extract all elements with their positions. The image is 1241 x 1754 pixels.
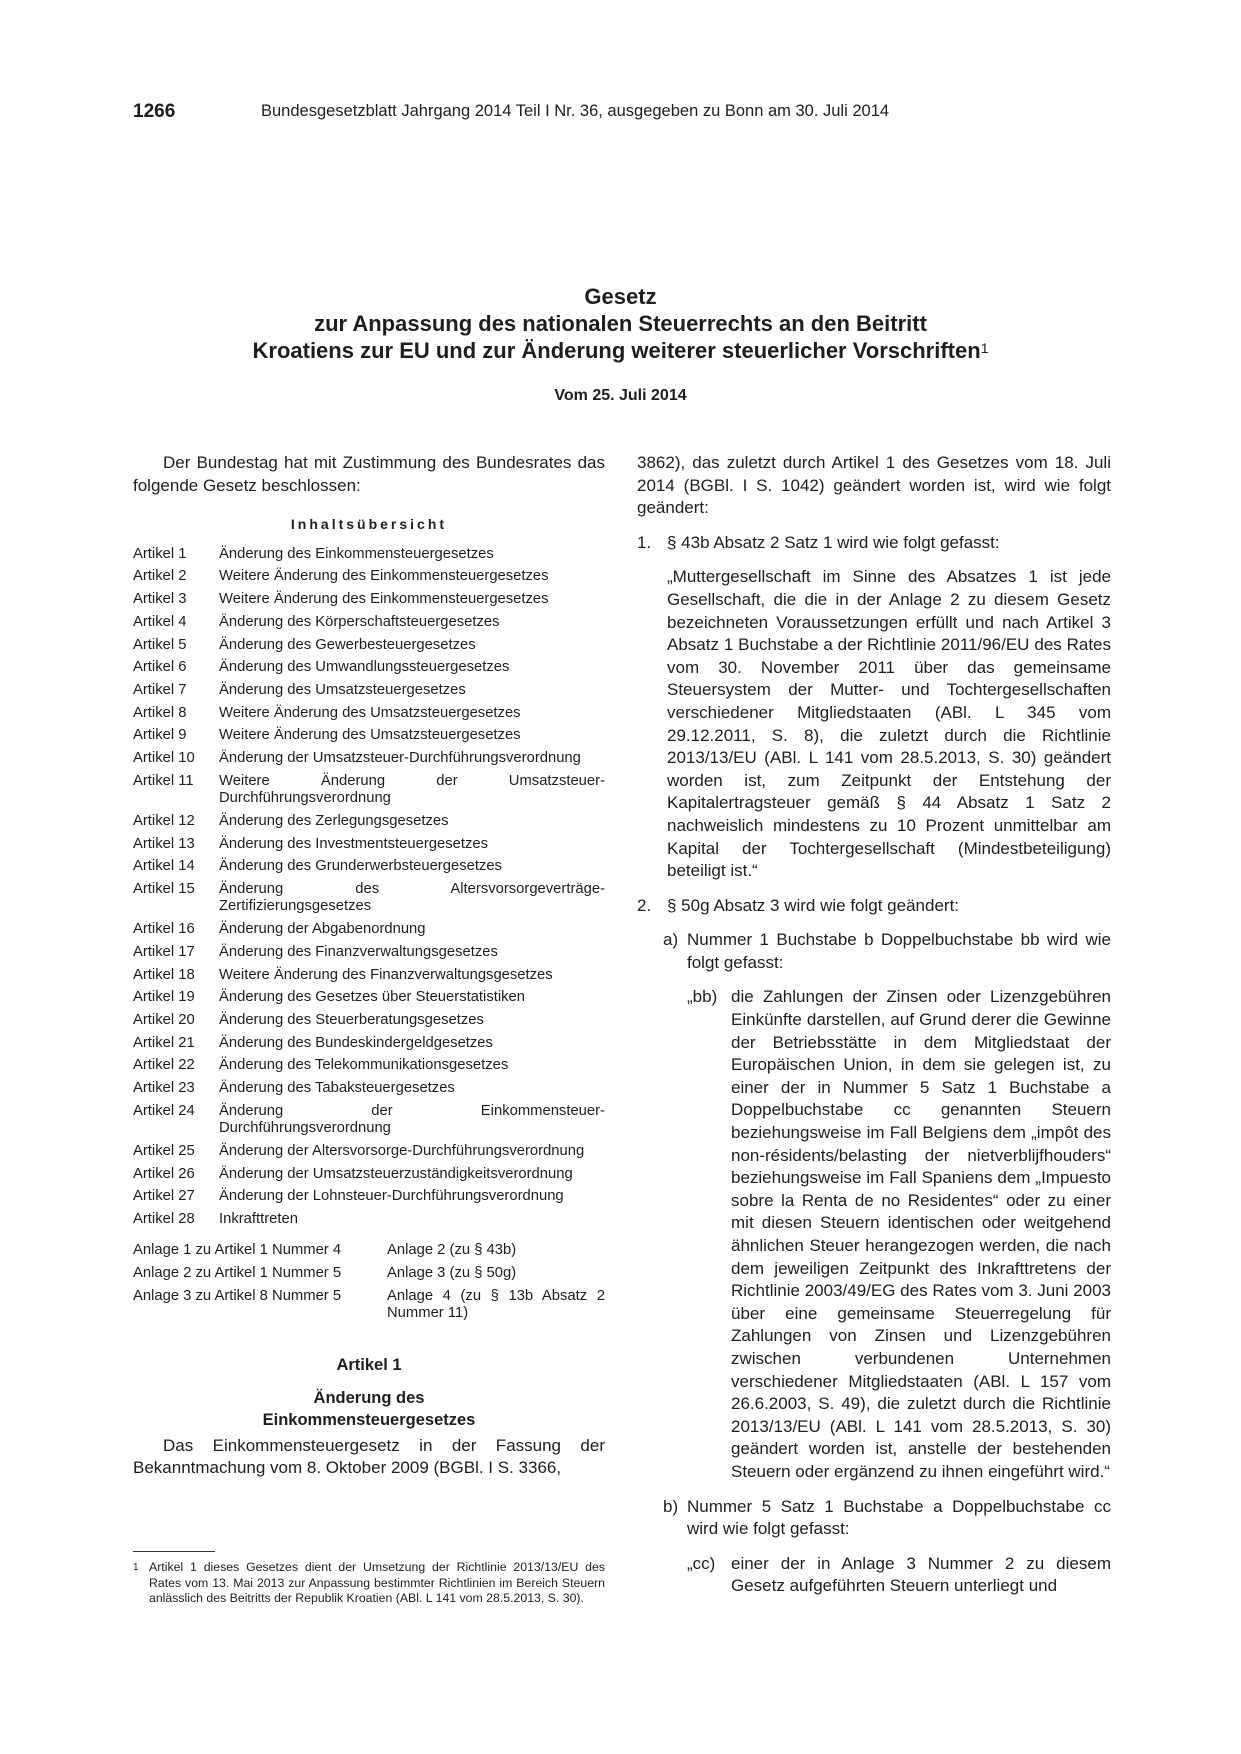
toc-item-text: Weitere Änderung des Umsatzsteuergesetzes [219,704,521,721]
toc-item [133,750,605,767]
sub-item-cc [687,1553,1111,1598]
toc-item-text: Änderung des Investmentsteuergesetzes [219,835,488,852]
law-date: Vom 25. Juli 2014 [554,387,687,404]
article-1-number: Artikel 1 [336,1355,402,1374]
toc-item-label: Artikel 27 [133,1188,195,1205]
toc-item-label: Artikel 19 [133,989,195,1006]
title-line-1: Gesetz [584,284,657,309]
toc-item-text: Weitere Änderung des Finanzverwaltungsgesetzes [219,966,553,983]
toc-item-label: Artikel 1 [133,545,187,562]
title-footnote-mark: 1 [980,340,989,356]
toc-item [133,705,605,722]
toc-item [133,1057,605,1074]
left-column [133,452,605,1480]
toc-item [133,881,605,916]
toc-item-text: Weitere Änderung des Einkommensteuergesetzes [219,591,549,608]
title-line-2: zur Anpassung des nationalen Steuerrechts an den Beitritt [314,311,927,336]
toc-item-text: Änderung des Altersvorsorgeverträge-Zertifizierungsgesetzes [219,881,605,915]
annex-row [133,1242,605,1259]
toc-item [133,1166,605,1183]
toc-item-text: Änderung der Altersvorsorge-Durchführungsverordnung [219,1142,585,1159]
sub-item-bb-text: die Zahlungen der Zinsen oder Lizenzgebühren Einkünfte darstellen, auf Grund derer die Gewinne der Betriebsstätte in dem Mitgliedstaat der Europäischen Union, in dem sie gelegen ist, zu einer der in Nummer 5 Satz 1 Buchstabe a Doppelbuchstabe cc genannten Steuern beziehungsweise im Fall Belgiens dem „impôt des non-résidents/belasting der nietverblijfhouders“ beziehungsweise im Fall Spaniens dem „Impuesto sobre la Renta de no Residentes“ oder zu einer mit diesen Steuern identischen oder weitgehend ähnlichen Steuer herangezogen werden, die nach dem jeweiligen Zeitpunkt des Inkrafttretens der Richtlinie 2003/49/EG des Rates vom 3. Juni 2003 über eine gemeinsame Steuerregelung für Zahlungen von Zinsen und Lizenzgebühren zwischen verbundenen Unternehmen verschiedener Mitgliedstaaten (ABl. L 157 vom 26.6.2003, S. 49), die zuletzt durch die Richtlinie 2013/13/EU (ABl. L 141 vom 28.5.2013, S. 30) geändert worden ist, anstelle der bestehenden Steuern oder ergänzend zu ihnen eingeführt wird.“ [731,987,1111,1481]
toc-item [133,1035,605,1052]
footnote-rule [133,1551,215,1552]
annex-left: Anlage 3 zu Artikel 8 Nummer 5 [133,1287,342,1304]
footnote-text: Artikel 1 dieses Gesetzes dient der Umsetzung der Richtlinie 2013/13/EU des Rates vom 13. Mai 2013 zur Anpassung bestimmter Richtlinien im Bereich Steuern anlässlich des Beitritts der Republik Kroatien (ABl. L 141 vom 28.5.2013, S. 30). [149,1560,605,1605]
toc-item-text: Weitere Änderung des Einkommensteuergesetzes [219,568,549,585]
toc-item-text: Änderung der Umsatzsteuer-Durchführungsverordnung [219,750,581,767]
toc-item-label: Artikel 24 [133,1102,195,1119]
toc-item [133,1103,605,1138]
toc-item [133,1188,605,1205]
toc-item-label: Artikel 21 [133,1034,195,1051]
toc-item-text: Inkrafttreten [219,1210,298,1227]
toc-item [133,1080,605,1097]
sub-item-b-label: b) [663,1496,679,1516]
toc-item-label: Artikel 3 [133,591,187,608]
toc-item [133,1143,605,1160]
annex-left: Anlage 1 zu Artikel 1 Nummer 4 [133,1242,342,1259]
toc-item-text: Änderung des Umwandlungssteuergesetzes [219,659,510,676]
toc-item-label: Artikel 16 [133,921,195,938]
toc-item [133,591,605,608]
annex-row [133,1265,605,1282]
toc-item-label: Artikel 13 [133,835,195,852]
toc-item-label: Artikel 20 [133,1011,195,1028]
toc-item-label: Artikel 6 [133,659,187,676]
toc-item-label: Artikel 22 [133,1057,195,1074]
toc-item-label: Artikel 11 [133,772,194,789]
toc-item [133,614,605,631]
toc-item-text: Änderung des Telekommunikationsgesetzes [219,1057,509,1074]
annex-list [133,1242,605,1322]
toc-heading: Inhaltsübersicht [290,516,448,533]
toc-item-text: Änderung des Einkommensteuergesetzes [219,545,494,562]
intro-paragraph: Der Bundestag hat mit Zustimmung des Bundesrates das folgende Gesetz beschlossen: [133,453,605,495]
sub-item-a-text: Nummer 1 Buchstabe b Doppelbuchstabe bb wird wie folgt gefasst: [687,930,1111,972]
toc-item [133,836,605,853]
sub-item-bb [687,986,1111,1483]
article-1-intro-continued: 3862), das zuletzt durch Artikel 1 des Gesetzes vom 18. Juli 2014 (BGBl. I S. 1042) geändert worden ist, wird wie folgt geändert: [637,453,1111,518]
toc-item-text: Änderung des Bundeskindergeldgesetzes [219,1034,493,1051]
sub-item-b-text: Nummer 5 Satz 1 Buchstabe a Doppelbuchstabe cc wird wie folgt gefasst: [687,1496,1111,1539]
toc-item [133,546,605,563]
article-1-intro: Das Einkommensteuergesetz in der Fassung der Bekanntmachung vom 8. Oktober 2009 (BGBl. I S. 3366, [133,1435,605,1478]
toc-item-text: Weitere Änderung des Umsatzsteuergesetzes [219,727,521,744]
toc-item-text: Änderung der Einkommensteuer-Durchführungsverordnung [219,1102,605,1137]
toc-item-label: Artikel 9 [133,727,187,744]
toc-item-text: Änderung des Steuerberatungsgesetzes [219,1011,484,1028]
sub-item-b [663,1496,1111,1541]
page-number: 1266 [133,101,176,122]
toc-item [133,1012,605,1029]
toc-item [133,727,605,744]
law-title [133,283,1108,364]
toc-item [133,568,605,585]
list-item-2-label: 2. [637,895,652,915]
title-line-3 [133,337,1108,364]
sub-item-cc-label: „cc) [687,1553,716,1573]
list-item-1-text: § 43b Absatz 2 Satz 1 wird wie folgt gefasst: [667,532,1000,552]
right-column [637,452,1111,1598]
toc-item-label: Artikel 4 [133,613,187,630]
toc-item-label: Artikel 10 [133,750,195,767]
list-item-1-label: 1. [637,532,652,552]
toc-item-text: Änderung des Umsatzsteuergesetzes [219,682,466,698]
toc-item-text: Weitere Änderung der Umsatzsteuer-Durchführungsverordnung [219,772,605,807]
article-1-title-line-1: Änderung des [313,1388,425,1407]
toc-item-label: Artikel 2 [133,568,187,585]
toc-item-text: Änderung der Umsatzsteuerzuständigkeitsverordnung [219,1165,573,1182]
toc-item-label: Artikel 7 [133,682,187,698]
toc-item-text: Änderung des Gesetzes über Steuerstatistiken [219,989,525,1006]
toc-item-text: Änderung des Finanzverwaltungsgesetzes [219,943,498,960]
list-item-2 [637,895,1111,918]
toc-item [133,773,605,808]
toc-item [133,858,605,875]
page-header [133,101,1108,125]
toc-item-label: Artikel 26 [133,1165,195,1182]
toc-item [133,967,605,984]
footnote [133,1560,605,1607]
toc-item-label: Artikel 12 [133,812,195,829]
toc-item [133,989,605,1006]
sub-item-cc-text: einer der in Anlage 3 Nummer 2 zu diesem Gesetz aufgeführten Steuern unterliegt und [731,1553,1111,1596]
toc-item-label: Artikel 18 [133,966,195,983]
toc-item [133,813,605,830]
annex-right: Anlage 2 (zu § 43b) [387,1242,517,1259]
list-item-2-text: § 50g Absatz 3 wird wie folgt geändert: [667,895,960,915]
list-item-1-quote: „Muttergesellschaft im Sinne des Absatzes 1 ist jede Gesellschaft, die die in der Anlage 2 zu diesem Gesetz bezeichneten Voraussetzungen erfüllt und nach Artikel 3 Absatz 1 Buchstabe a der Richtlinie 2011/96/EU des Rates vom 30. November 2011 über das gemeinsame Steuersystem der Mutter- und Tochtergesellschaften verschiedener Mitgliedstaaten (ABl. L 345 vom 29.12.2011, S. 8), die zuletzt durch die Richtlinie 2013/13/EU (ABl. L 141 vom 28.5.2013, S. 30) geändert worden ist, zum Zeitpunkt der Entstehung der Kapitalertragsteuer gemäß § 44 Absatz 1 Satz 2 nachweislich mindestens zu 10 Prozent unmittelbar am Kapital der Tochtergesellschaft (Mindestbeteiligung) beteiligt ist.“ [667,567,1111,881]
toc-item-text: Änderung des Grunderwerbsteuergesetzes [219,858,502,875]
annex-left: Anlage 2 zu Artikel 1 Nummer 5 [133,1265,342,1282]
annex-right: Anlage 4 (zu § 13b Absatz 2 Nummer 11) [387,1287,605,1322]
toc-item-text: Änderung des Gewerbesteuergesetzes [219,636,476,653]
sub-item-a [663,929,1111,974]
toc-item-text: Änderung des Körperschaftsteuergesetzes [219,613,500,630]
toc-item-label: Artikel 23 [133,1080,195,1097]
toc-item-label: Artikel 5 [133,636,187,653]
footnote-number: 1 [133,1562,139,1573]
toc-item-text: Änderung des Zerlegungsgesetzes [219,812,449,829]
sub-item-a-label: a) [663,930,679,950]
toc-item [133,1211,605,1228]
toc-item [133,944,605,961]
toc-item-label: Artikel 15 [133,881,195,898]
toc-item-label: Artikel 28 [133,1210,195,1227]
toc-item [133,659,605,676]
annex-row [133,1288,605,1323]
annex-right: Anlage 3 (zu § 50g) [387,1265,517,1282]
toc-item-text: Änderung des Tabaksteuergesetzes [219,1080,455,1097]
toc-item-label: Artikel 14 [133,858,195,875]
toc-item-label: Artikel 25 [133,1142,195,1159]
toc-item-text: Änderung der Lohnsteuer-Durchführungsverordnung [219,1188,564,1205]
article-1-title-line-2: Einkommensteuergesetzes [262,1410,476,1429]
toc-list [133,546,605,1229]
sub-item-bb-label: „bb) [687,987,718,1007]
toc-item [133,682,605,699]
toc-item-label: Artikel 8 [133,704,187,721]
list-item-1 [637,532,1111,883]
title-line-3-text: Kroatiens zur EU und zur Änderung weiterer steuerlicher Vorschriften [252,338,981,363]
toc-item [133,921,605,938]
running-title: Bundesgesetzblatt Jahrgang 2014 Teil I Nr. 36, ausgegeben zu Bonn am 30. Juli 2014 [261,102,890,120]
toc-item-text: Änderung der Abgabenordnung [219,921,426,938]
toc-item-label: Artikel 17 [133,943,195,960]
toc-item [133,637,605,654]
